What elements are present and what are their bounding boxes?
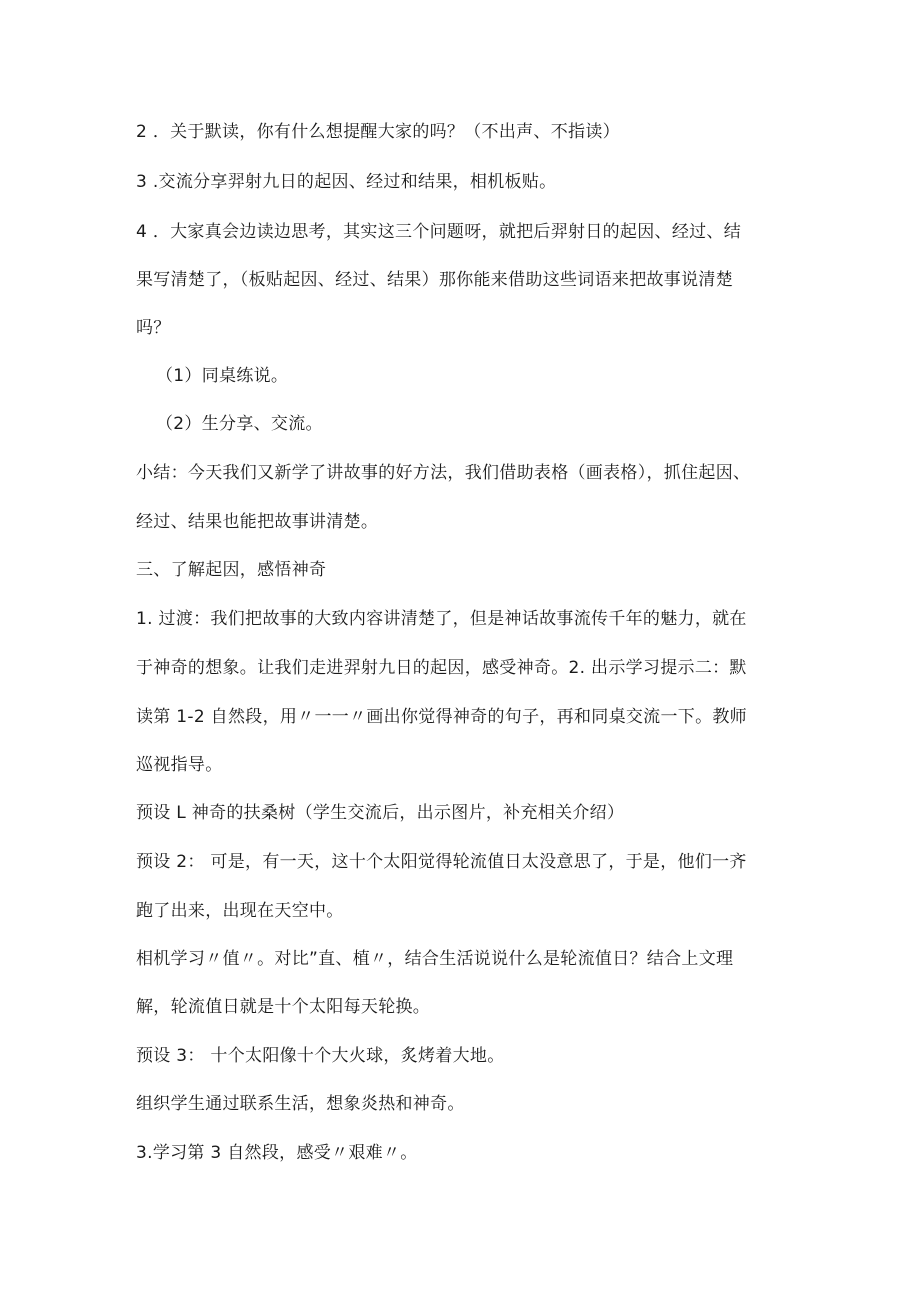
text-line-7: （2）生分享、交流。 [156,414,323,434]
text-line-21: 组织学生通过联系生活，想象炎热和神奇。 [136,1094,465,1114]
text-line-3: 4 ．大家真会边读边思考，其实这三个问题呀，就把后羿射日的起因、经过、结 [136,222,742,242]
text-line-18: 相机学习〃值〃。对比”直、植〃，结合生活说说什么是轮流值日？结合上文理 [136,949,734,969]
text-line-8: 小结：今天我们又新学了讲故事的好方法，我们借助表格（画表格），抓住起因、 [136,463,751,483]
text-line-4: 果写清楚了，（板贴起因、经过、结果）那你能来借助这些词语来把故事说清楚 [136,270,733,290]
text-line-9: 经过、结果也能把故事讲清楚。 [136,512,379,532]
text-line-19: 解，轮流值日就是十个太阳每天轮换。 [136,997,431,1017]
section-heading: 三、了解起因，感悟神奇 [136,560,327,580]
text-line-14: 巡视指导。 [136,755,223,775]
text-line-13: 读第 1-2 自然段，用〃一一〃画出你觉得神奇的句子，再和同桌交流一下。教师 [136,707,747,727]
text-line-11: 1. 过渡：我们把故事的大致内容讲清楚了，但是神话故事流传千年的魅力，就在 [136,609,747,629]
text-line-1: 2 ．关于默读，你有什么想提醒大家的吗？（不出声、不指读） [136,122,620,142]
text-line-5: 吗？ [136,318,171,338]
text-line-6: （1）同桌练说。 [156,366,289,386]
text-line-16: 预设 2： 可是，有一天，这十个太阳觉得轮流值日太没意思了，于是，他们一齐 [136,852,747,872]
text-line-17: 跑了出来，出现在天空中。 [136,901,344,921]
text-line-12: 于神奇的想象。让我们走进羿射九日的起因，感受神奇。2. 出示学习提示二：默 [136,658,747,678]
text-line-22: 3.学习第 3 自然段，感受〃艰难〃。 [136,1143,418,1163]
text-line-2: 3 .交流分享羿射九日的起因、经过和结果，相机板贴。 [136,172,557,192]
text-line-15: 预设 L 神奇的扶桑树（学生交流后，出示图片，补充相关介绍） [136,803,625,823]
text-line-20: 预设 3： 十个太阳像十个大火球，炙烤着大地。 [136,1046,505,1066]
